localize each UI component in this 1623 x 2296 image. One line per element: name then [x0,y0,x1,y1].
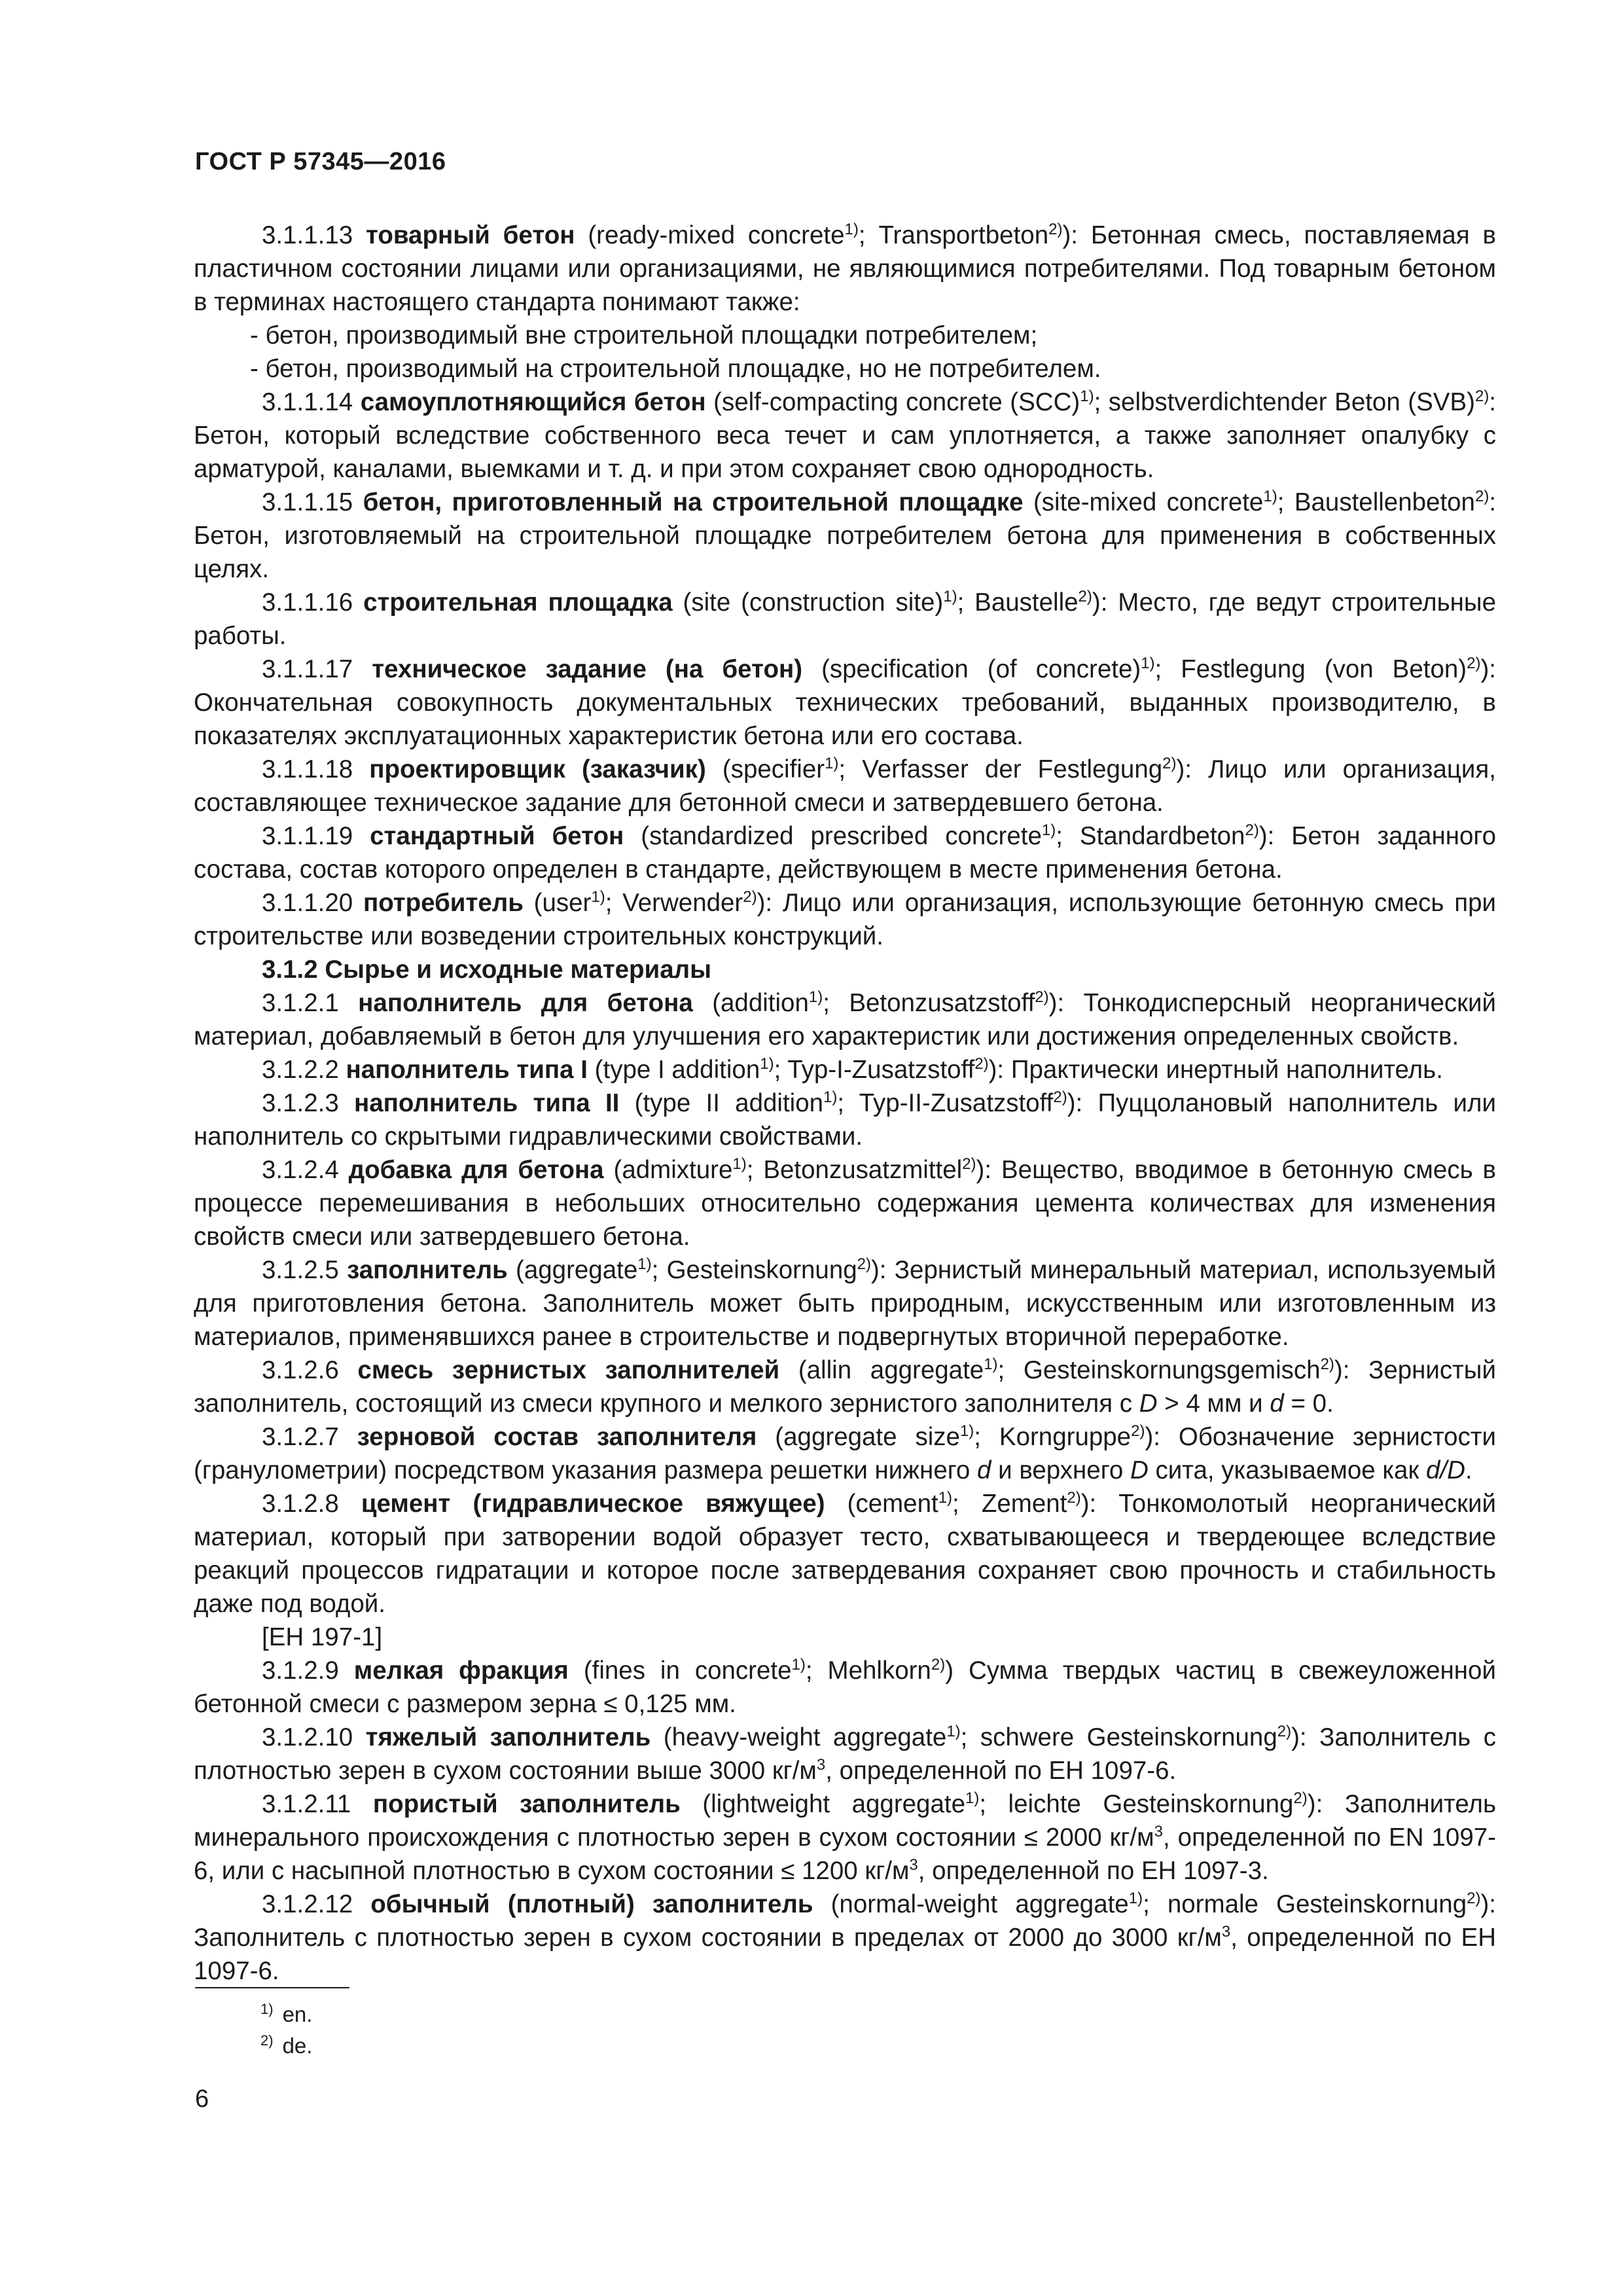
term-3-1-2-7: 3.1.2.7 зерновой состав заполнителя (aggregate size$^{1)}$; Korngruppe$^{2)}$): Обозначение зернистости (гранулометрии) посредством указания размера решетки нижнего d и верхнего D сита, указываемое как d/D. [194,1422,1496,1484]
term-title: зерновой состав заполнителя [357,1423,757,1451]
term-title: обычный (плотный) заполнитель [370,1890,813,1918]
footnote-item: $^{1)}$ en. [260,2001,313,2026]
list-item: - бетон, производимый вне строительной площадки потребителем; [250,321,1038,350]
section-heading: 3.1.2 Сырье и исходные материалы [262,956,711,984]
term-3-1-2-1: 3.1.2.1 наполнитель для бетона (addition$^{1)}$; Betonzusatzstoff$^{2)}$): Тонкодисперсный неорганический материал, добавляемый в бетон для улучшения его характеристик или достижения определенных свойств. [194,988,1496,1050]
term-3-1-1-15: 3.1.1.15 бетон, приготовленный на строительной площадке (site-mixed concrete$^{1)}$; Baustellenbeton$^{2)}$: Бетон, изготовляемый на строительной площадке потребителем бетона для применения в собственных целях. [194,488,1497,583]
term-3-1-2-5: 3.1.2.5 заполнитель (aggregate$^{1)}$; Gesteinskornung$^{2)}$): Зернистый минеральный материал, используемый для приготовления бетона. Заполнитель может быть природным, искусственным или изготовленным из материалов, применявшихся ранее в строительстве и подвергнутых вторичной переработке. [194,1255,1496,1351]
term-title: наполнитель для бетона [358,989,693,1017]
term-title: строительная площадка [363,588,673,617]
term-title: смесь зернистых заполнителей [357,1356,780,1384]
footnotes [260,1999,312,2062]
document-header: ГОСТ Р 57345—2016 [195,148,446,175]
term-title: мелкая фракция [353,1657,569,1685]
term-title: проектировщик (заказчик) [369,755,706,783]
term-title: пористый заполнитель [372,1790,681,1818]
term-3-1-2-4: 3.1.2.4 добавка для бетона (admixture$^{1)}$; Betonzusatzmittel$^{2)}$): Вещество, вводимое в бетонную смесь в процессе перемешивания в небольших относительно содержания цемента количествах для изменения свойств смеси или затвердевшего бетона. [194,1155,1496,1251]
term-3-1-2-9: 3.1.2.9 мелкая фракция (fines in concrete$^{1)}$; Mehlkorn$^{2)}$) Сумма твердых частиц в свежеуложенной бетонной смеси с размером зерна ≤ 0,125 мм. [194,1656,1496,1718]
term-3-1-1-13: 3.1.1.13 товарный бетон (ready-mixed concrete$^{1)}$; Transportbeton$^{2)}$): Бетонная смесь, поставляемая в пластичном состоянии лицами или организациями, не являющимися потребителями. Под товарным бетоном в терминах настоящего стандарта понимают также: [194,221,1496,316]
term-3-1-1-16: 3.1.1.16 строительная площадка (site (construction site)$^{1)}$; Baustelle$^{2)}$): Место, где ведут строительные работы. [194,588,1497,650]
reference: [ЕН 197-1] [262,1623,383,1651]
term-title: заполнитель [347,1256,508,1284]
term-3-1-1-19: 3.1.1.19 стандартный бетон (standardized prescribed concrete$^{1)}$; Standardbeton$^{2)}$): Бетон заданного состава, состав которого определен в стандарте, действующем в месте применения бетона. [194,821,1496,884]
term-3-1-1-18: 3.1.1.18 проектировщик (заказчик) (specifier$^{1)}$; Verfasser der Festlegung$^{2)}$): Лицо или организация, составляющее техническое задание для бетонной смеси и затвердевшего бетона. [194,755,1496,817]
footnote-item: $^{2)}$ de. [260,2032,313,2058]
list-item: - бетон, производимый на строительной площадке, но не потребителем. [250,355,1101,383]
term-3-1-2-3: 3.1.2.3 наполнитель типа II (type II addition$^{1)}$; Typ-II-Zusatzstoff$^{2)}$): Пуццолановый наполнитель или наполнитель со скрытыми гидравлическими свойствами. [194,1088,1496,1151]
term-title: товарный бетон [366,221,575,249]
footnote-divider [195,1987,349,1988]
term-title: бетон, приготовленный на строительной площадке [363,488,1024,516]
term-title: самоуплотняющийся бетон [360,388,706,416]
document-body [194,219,1496,1988]
term-3-1-2-11: 3.1.2.11 пористый заполнитель (lightweight aggregate$^{1)}$; leichte Gesteinskornung$^{2)}$): Заполнитель минерального происхождения с плотностью зерен в сухом состоянии ≤ 2000 $кг/м^3$, определенной по EN 1097-6, или с насыпной плотностью в сухом состоянии ≤ 1200 $кг/м^3$, определенной по ЕН 1097-3. [194,1789,1497,1885]
term-title: наполнитель типа II [354,1089,620,1117]
term-3-1-1-14: 3.1.1.14 самоуплотняющийся бетон (self-compacting concrete (SCC)$^{1)}$; selbstverdichtender Beton (SVB)$^{2)}$: Бетон, который вследствие собственного веса течет и сам уплотняется, а также заполняет опалубку с арматурой, каналами, выемками и т. д. и при этом сохраняет свою однородность. [194,387,1497,483]
term-3-1-2-2: 3.1.2.2 наполнитель типа I (type I addition$^{1)}$; Typ-I-Zusatzstoff$^{2)}$): Практически инертный наполнитель. [262,1055,1443,1084]
term-3-1-2-10: 3.1.2.10 тяжелый заполнитель (heavy-weight aggregate$^{1)}$; schwere Gesteinskornung$^{2)}$): Заполнитель с плотностью зерен в сухом состоянии выше 3000 $кг/м^3$, определенной по ЕН 1097-6. [194,1723,1496,1785]
term-3-1-2-12: 3.1.2.12 обычный (плотный) заполнитель (normal-weight aggregate$^{1)}$; normale Gesteinskornung$^{2)}$): Заполнитель с плотностью зерен в сухом состоянии в пределах от 2000 до 3000 $кг/м^3$, определенной по ЕН 1097-6. [194,1890,1496,1985]
page-number: 6 [195,2085,209,2113]
term-3-1-1-17: 3.1.1.17 техническое задание (на бетон) (specification (of concrete)$^{1)}$; Festlegung (von Beton)$^{2)}$): Окончательная совокупность документальных технических требований, выданных производителю, в показателях эксплуатационных характеристик бетона или его состава. [194,655,1496,750]
term-3-1-2-6: 3.1.2.6 смесь зернистых заполнителей (allin aggregate$^{1)}$; Gesteinskornungsgemisch$^{2)}$): Зернистый заполнитель, состоящий из смеси крупного и мелкого зернистого заполнителя с D > 4 мм и d = 0. [194,1355,1496,1418]
term-title: цемент (гидравлическое вяжущее) [361,1490,825,1518]
term-3-1-1-20: 3.1.1.20 потребитель (user$^{1)}$; Verwender$^{2)}$): Лицо или организация, использующие бетонную смесь при строительстве или возведении строительных конструкций. [194,888,1497,950]
term-title: добавка для бетона [348,1156,604,1184]
term-title: потребитель [363,889,524,917]
term-title: наполнитель типа I [346,1056,588,1084]
term-title: стандартный бетон [370,822,624,850]
term-title: техническое задание (на бетон) [372,655,803,683]
term-3-1-2-8: 3.1.2.8 цемент (гидравлическое вяжущее) (cement$^{1)}$; Zement$^{2)}$): Тонкомолотый неорганический материал, который при затворении водой образует тесто, схватывающееся и твердеющее вследствие реакций процессов гидратации и которое после затвердевания сохраняет свою прочность и стабильность даже под водой. [194,1489,1496,1618]
term-title: тяжелый заполнитель [365,1723,651,1751]
